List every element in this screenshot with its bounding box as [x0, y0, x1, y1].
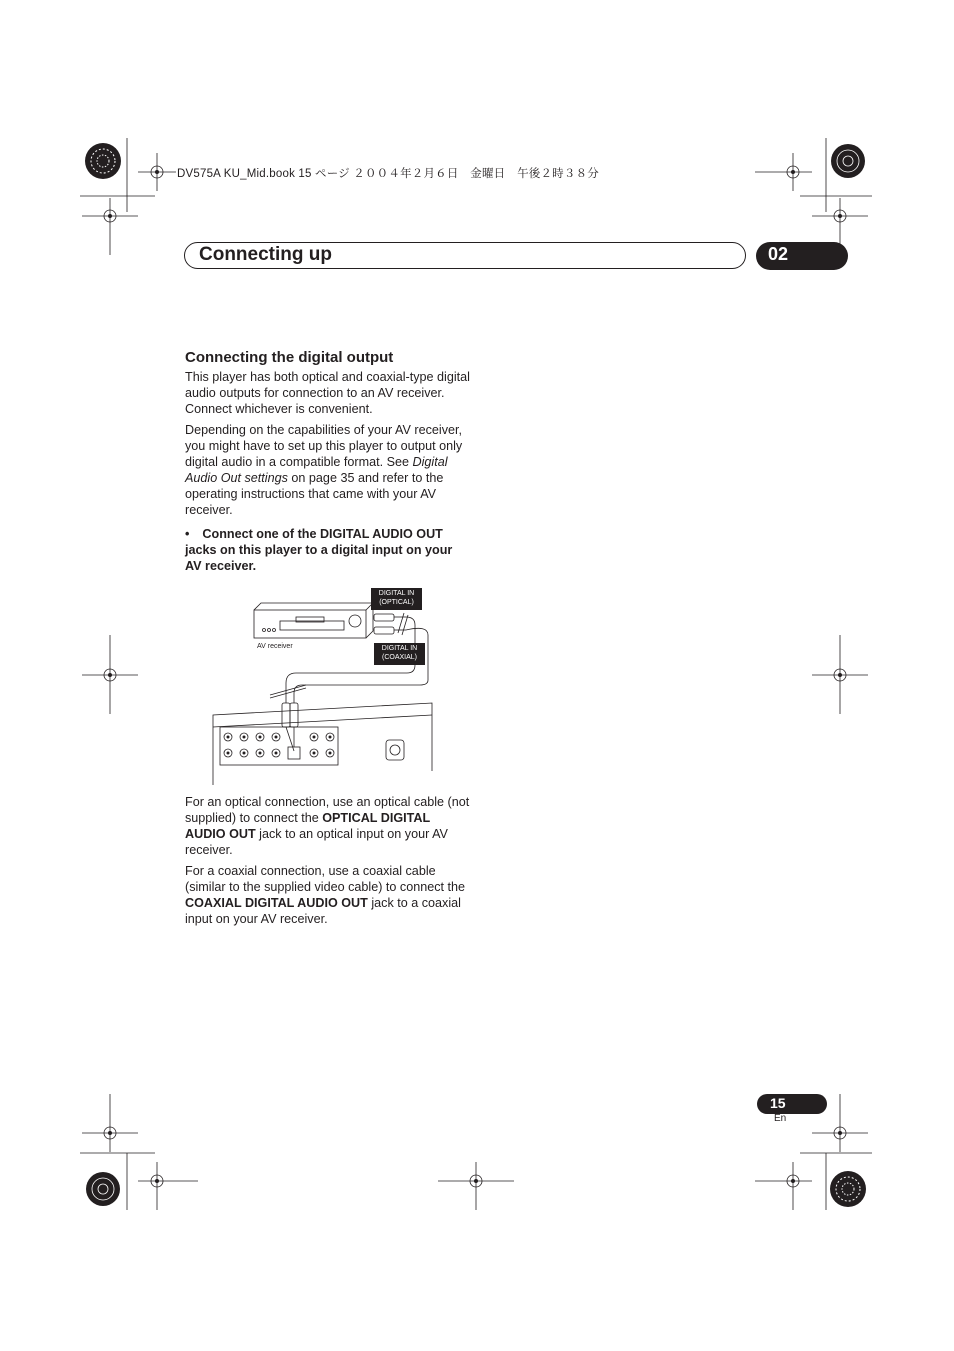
connection-diagram-drawing	[210, 585, 440, 785]
cross-reference-digital-audio-out-settings: Digital Audio Out settings	[185, 455, 448, 485]
connection-diagram	[210, 585, 440, 790]
instruction-bullet	[185, 526, 470, 574]
chapter-title-bar	[184, 242, 746, 269]
instruction-text: Connect one of the DIGITAL AUDIO OUT jacks on this player to a digital input on your AV receiver.	[185, 527, 453, 573]
chapter-number: 02	[768, 244, 789, 264]
optical-jack-name: OPTICAL DIGITAL AUDIO OUT	[185, 811, 430, 841]
print-header-file-info: DV575A KU_Mid.book 15 ページ ２００４年２月６日 金曜日 午後２時３８分	[177, 168, 599, 180]
label-coaxial-line-2: (COAXIAL)	[381, 654, 417, 661]
paragraph-optical-part-1: For an optical connection, use an optical cable (not supplied) to connect the	[185, 795, 470, 825]
label-optical-line-1: DIGITAL IN	[378, 590, 415, 597]
paragraph-optical-part-2: jack to an optical input on your AV receiver.	[185, 827, 448, 857]
language-code: En	[774, 1113, 787, 1124]
paragraph-capabilities-part-1: Depending on the capabilities of your AV receiver, you might have to set up this player to output only digital audio in a compatible format. See	[185, 423, 463, 469]
paragraph-coaxial-part-1: For a coaxial connection, use a coaxial cable (similar to the supplied video cable) to connect the	[185, 864, 466, 894]
label-digital-in-coaxial	[374, 643, 425, 665]
label-coaxial-line-1: DIGITAL IN	[381, 645, 418, 652]
coaxial-jack-name: COAXIAL DIGITAL AUDIO OUT	[185, 896, 368, 910]
section-text-bottom	[185, 794, 470, 927]
chapter-number-tab	[756, 242, 848, 270]
paragraph-coaxial-connection	[185, 863, 470, 927]
page-title: Connecting up	[199, 244, 332, 265]
label-av-receiver: AV receiver	[257, 643, 293, 650]
page-number: 15	[770, 1095, 786, 1111]
paragraph-capabilities	[185, 422, 470, 518]
label-optical-line-2: (OPTICAL)	[379, 599, 414, 606]
bullet-mark: •	[185, 527, 190, 541]
paragraph-optical-connection	[185, 794, 470, 858]
paragraph-intro: This player has both optical and coaxial-type digital audio outputs for connection to an AV receiver. Connect whichever is convenient.	[185, 370, 470, 416]
paragraph-coaxial-part-2: jack to a coaxial input on your AV receiver.	[185, 896, 461, 926]
label-digital-in-optical	[371, 588, 422, 610]
section-text-top	[185, 349, 470, 574]
section-heading: Connecting the digital output	[185, 349, 394, 366]
page-number-tab	[757, 1094, 827, 1114]
paragraph-capabilities-part-2: on page 35 and refer to the operating instructions that came with your AV receiver.	[185, 471, 444, 517]
